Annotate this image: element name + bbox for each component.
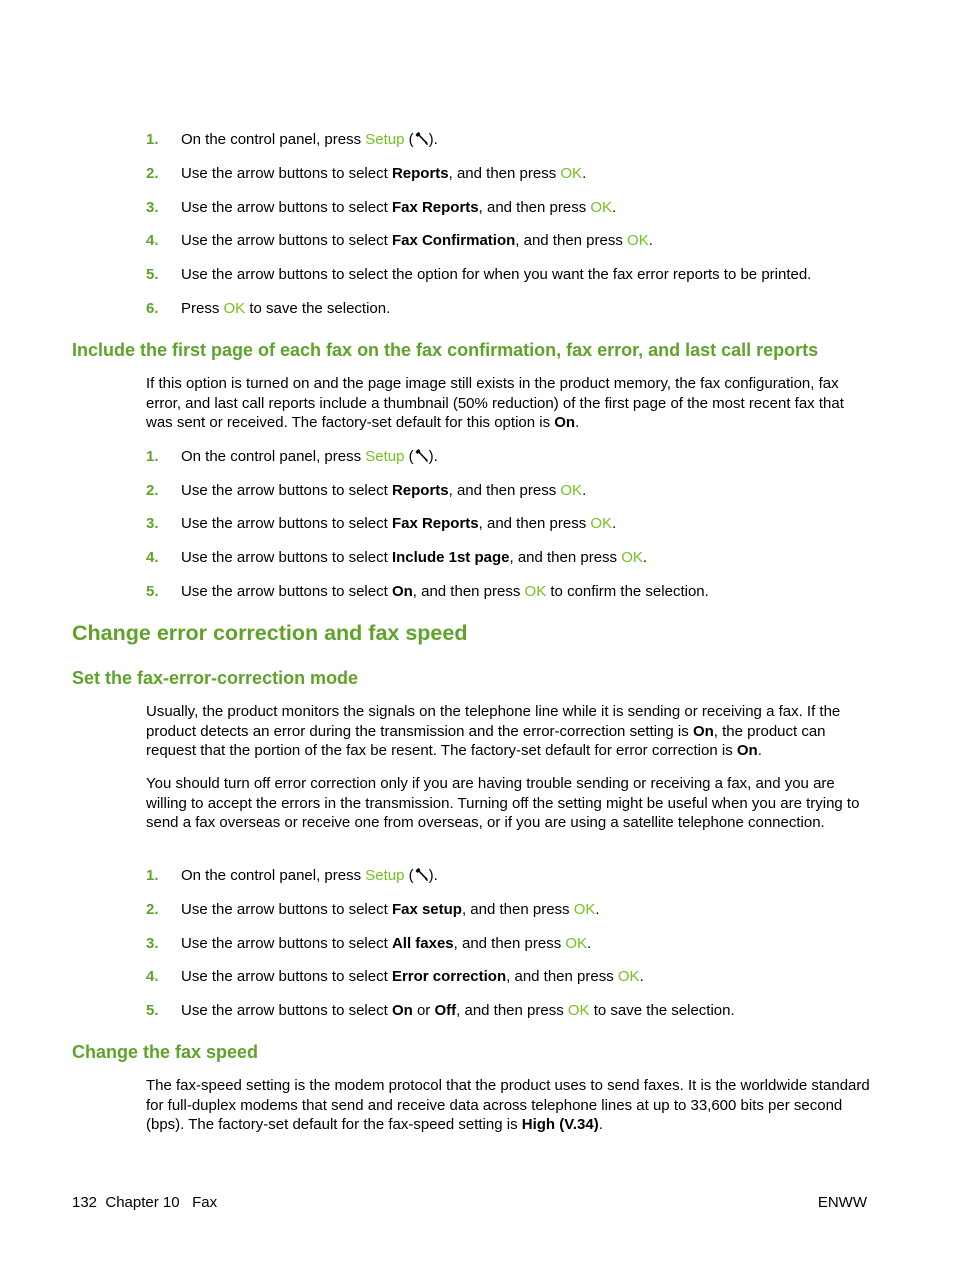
section-heading: Include the first page of each fax on the fax confirmation, fax error, and last call reports bbox=[72, 340, 819, 360]
page-heading: Change error correction and fax speed bbox=[72, 621, 468, 645]
paragraph: If this option is turned on and the page image still exists in the product memory, the fax configuration, fax error, and last call reports include a thumbnail (50% reduction) of the first page of the most recent fax that was sent or received. The factory-set default for this option is On. bbox=[146, 375, 844, 431]
paragraph: The fax-speed setting is the modem protocol that the product uses to send faxes. It is the worldwide standard for full-duplex modems that send and receive data across telephone lines at up to 33,600 bits per second (bps). The factory-set default for the fax-speed setting is High (V.34). bbox=[146, 1077, 870, 1133]
step-number: 4. bbox=[146, 549, 159, 566]
footer-right: ENWW bbox=[817, 1194, 867, 1211]
paragraph: Usually, the product monitors the signals on the telephone line while it is sending or receiving a fax. If the product detects an error during the transmission and the error-correction setting is On, the product can request that the portion of the fax be resent. The factory-set default for error correction is On. bbox=[146, 703, 841, 759]
ok-link: OK bbox=[560, 165, 583, 182]
step-number: 5. bbox=[146, 266, 159, 283]
section-heading: Change the fax speed bbox=[72, 1042, 259, 1062]
step-number: 4. bbox=[146, 232, 159, 249]
ok-link: OK bbox=[524, 583, 547, 600]
setup-link: Setup bbox=[365, 448, 405, 465]
paragraph: You should turn off error correction only if you are having trouble sending or receiving a fax, and you are willing to accept the errors in the transmission. Turning off the setting might be useful when you are trying to send a fax overseas or receive one from overseas, or if you are using a satellite telephone connection. bbox=[146, 775, 860, 831]
page-number: 132 bbox=[72, 1194, 98, 1211]
wrench-icon bbox=[414, 867, 429, 882]
step-number: 1. bbox=[146, 131, 159, 148]
step-number: 1. bbox=[146, 448, 159, 465]
ok-link: OK bbox=[621, 549, 643, 566]
ok-link: OK bbox=[567, 1002, 590, 1019]
setup-link: Setup bbox=[365, 867, 405, 884]
step-number: 5. bbox=[146, 583, 159, 600]
wrench-icon bbox=[414, 131, 429, 146]
step-number: 3. bbox=[146, 935, 159, 952]
ok-link: OK bbox=[627, 232, 649, 249]
chapter-label: Chapter 10 bbox=[105, 1194, 180, 1211]
ok-link: OK bbox=[617, 968, 640, 985]
ok-link: OK bbox=[590, 199, 613, 216]
step-number: 2. bbox=[146, 165, 159, 182]
step-number: 2. bbox=[146, 482, 159, 499]
chapter-title: Fax bbox=[192, 1194, 218, 1211]
footer-left bbox=[72, 1193, 217, 1212]
step-number: 2. bbox=[146, 901, 159, 918]
step-number: 5. bbox=[146, 1002, 159, 1019]
step-number: 3. bbox=[146, 515, 159, 532]
step-number: 3. bbox=[146, 199, 159, 216]
ok-link: OK bbox=[590, 515, 613, 532]
section-heading: Set the fax-error-correction mode bbox=[72, 668, 359, 688]
ok-link: OK bbox=[223, 300, 246, 317]
step-number: 6. bbox=[146, 300, 159, 317]
setup-link: Setup bbox=[365, 131, 405, 148]
step-number: 1. bbox=[146, 867, 159, 884]
ok-link: OK bbox=[565, 935, 588, 952]
ok-link: OK bbox=[573, 901, 596, 918]
ok-link: OK bbox=[560, 482, 583, 499]
step-number: 4. bbox=[146, 968, 159, 985]
wrench-icon bbox=[414, 448, 429, 463]
